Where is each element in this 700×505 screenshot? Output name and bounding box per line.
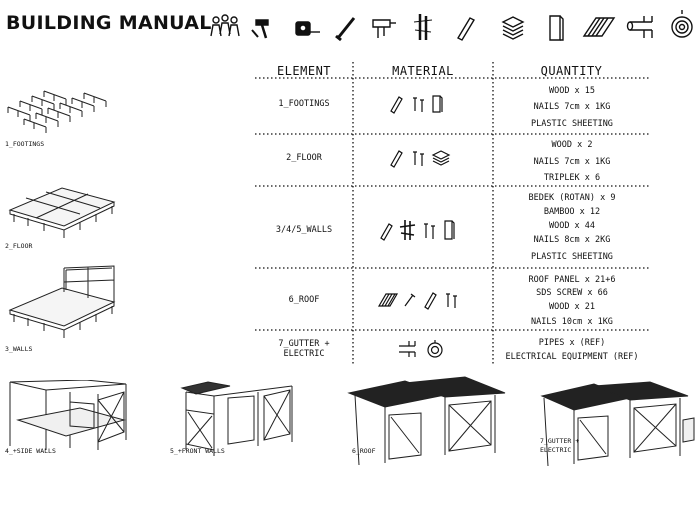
nails-icon [413, 98, 424, 112]
row-footings-qty-1: WOOD x 15 [548, 86, 596, 96]
walls-drawing [6, 262, 118, 342]
row-gutter-materials [397, 339, 447, 359]
roof-drawing [345, 375, 510, 470]
pipe-icon [628, 16, 653, 38]
row-floor-element: 2_FLOOR [286, 153, 322, 163]
drill-icon [373, 20, 396, 38]
row-floor-qty-3: TRIPLEK x 6 [543, 173, 601, 183]
row-roof-element: 6_ROOF [288, 295, 320, 305]
wood-plank-icon [425, 293, 436, 309]
row-walls-element: 3/4/5_WALLS [275, 225, 333, 235]
label-front-walls: 5_+FRONT WALLS [170, 447, 225, 455]
wood-plank-icon [381, 224, 392, 240]
triplek-stack-icon [503, 17, 523, 39]
row-footings-element: 1_FOOTINGS [278, 99, 330, 109]
nails-icon [446, 294, 457, 308]
row-gutter-qty-1: PIPES x (REF) [538, 338, 606, 348]
row-floor-qty-2: NAILS 7cm x 1KG [533, 157, 611, 167]
tools-icon-bar [208, 10, 696, 44]
plastic-sheet-icon [550, 16, 563, 40]
plastic-sheet-icon [433, 96, 442, 112]
hammer-icon [252, 20, 268, 38]
label-side-walls: 4_+SIDE WALLS [5, 447, 56, 455]
header-element: ELEMENT [276, 64, 332, 78]
label-walls: 3_WALLS [5, 345, 33, 353]
row-roof-qty-2: SDS SCREW x 66 [536, 288, 608, 298]
row-gutter-element-1: 7_GUTTER + [278, 339, 330, 349]
bamboo-icon [414, 14, 432, 40]
cable-reel-icon [672, 10, 692, 37]
side-walls-drawing [6, 380, 136, 455]
floor-drawing [6, 180, 118, 240]
label-gutter-1: 7_GUTTER + [540, 437, 580, 445]
plastic-sheet-icon [445, 221, 454, 239]
pipe-icon [399, 341, 415, 357]
header-quantity: QUANTITY [540, 64, 603, 78]
row-roof-qty-4: NAILS 10cm x 1KG [531, 317, 613, 327]
row-floor-qty-1: WOOD x 2 [551, 140, 593, 150]
saw-icon [336, 18, 354, 40]
row-roof-qty-1: ROOF PANEL x 21+6 [528, 275, 616, 285]
row-walls-qty-2: BAMBOO x 12 [543, 207, 601, 217]
row-floor-materials [387, 148, 459, 168]
screw-icon [405, 294, 415, 306]
row-gutter-element-2: ELECTRIC [283, 349, 325, 359]
row-roof-materials [377, 290, 467, 310]
gutter-electric-drawing [538, 380, 698, 470]
row-walls-qty-3: WOOD x 44 [548, 221, 596, 231]
wood-plank-icon [391, 97, 402, 113]
row-footings-qty-3: PLASTIC SHEETING [531, 119, 613, 129]
row-gutter-qty-2: ELECTRICAL EQUIPMENT (REF) [505, 352, 639, 362]
row-footings-materials [387, 94, 457, 114]
nails-icon [413, 152, 424, 166]
bamboo-icon [400, 220, 415, 240]
nails-icon [424, 224, 435, 239]
row-walls-materials [377, 218, 467, 242]
label-roof: 6_ROOF [352, 447, 376, 455]
row-roof-qty-3: WOOD x 21 [548, 302, 596, 312]
row-walls-qty-4: NAILS 8cm x 2KG [533, 235, 611, 245]
triplek-stack-icon [433, 151, 449, 165]
tape-measure-icon [296, 22, 320, 35]
label-gutter-2: ELECTRIC [540, 446, 572, 454]
row-walls-qty-1: BEDEK (ROTAN) x 9 [528, 193, 616, 203]
roof-panel-icon [584, 18, 614, 36]
label-footings: 1_FOOTINGS [5, 140, 45, 148]
wood-plank-icon [458, 18, 474, 40]
cable-reel-icon [428, 340, 442, 357]
label-floor: 2_FLOOR [5, 242, 33, 250]
row-footings-qty-2: NAILS 7cm x 1KG [533, 102, 611, 112]
footings-drawing [6, 85, 116, 137]
wood-plank-icon [391, 151, 402, 167]
roof-panel-icon [379, 294, 397, 306]
materials-table [255, 62, 650, 365]
header-material: MATERIAL [392, 64, 454, 78]
page-title: BUILDING MANUAL [6, 12, 212, 34]
people-icon [211, 15, 239, 36]
row-walls-qty-5: PLASTIC SHEETING [531, 252, 613, 262]
